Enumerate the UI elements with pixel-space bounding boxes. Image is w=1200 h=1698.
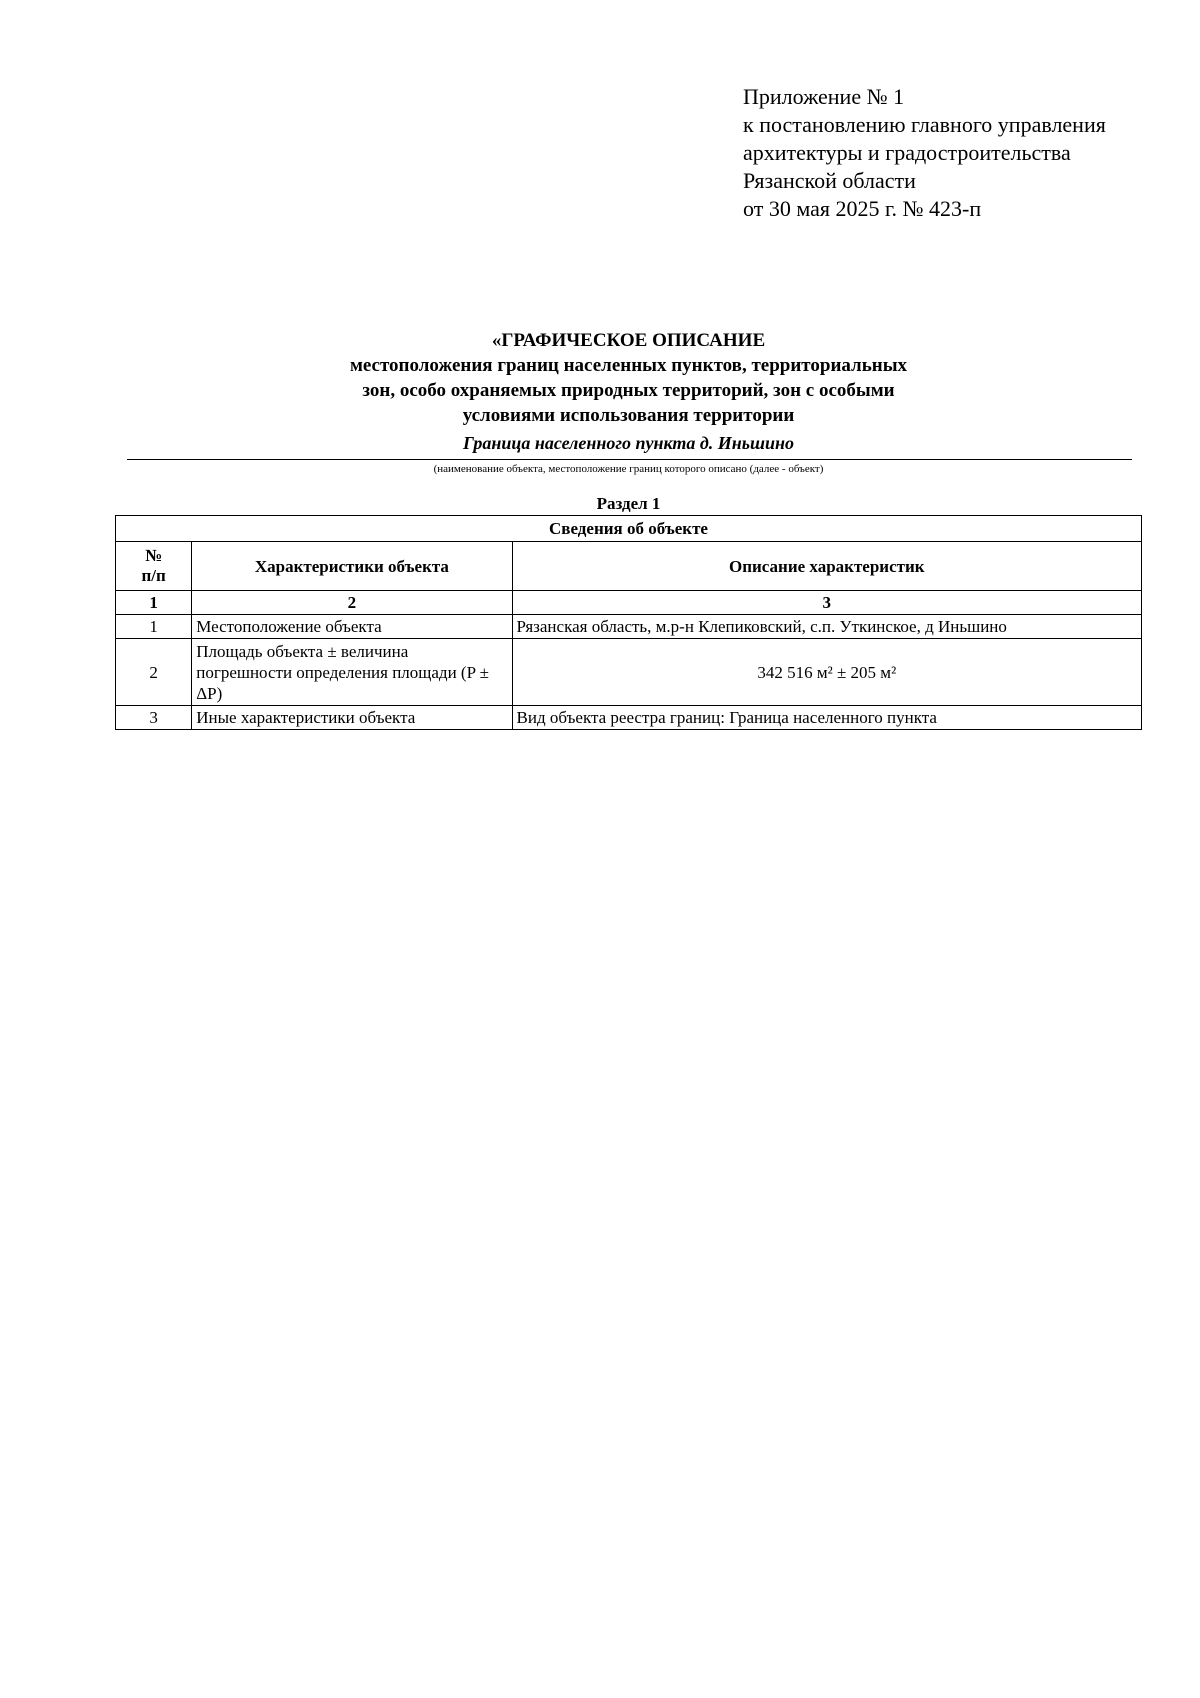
table-caption-row xyxy=(116,516,1142,542)
appendix-line: к постановлению главного управления xyxy=(743,112,1106,137)
appendix-line: Приложение № 1 xyxy=(743,84,905,109)
row-number: 1 xyxy=(116,615,192,639)
index-cell: 1 xyxy=(116,591,192,615)
object-name: Граница населенного пункта д. Иньшино xyxy=(462,433,795,453)
index-cell: 3 xyxy=(512,591,1141,615)
row-characteristic: Площадь объекта ± величина погрешности определения площади (P ± ΔP) xyxy=(192,639,512,706)
appendix-header xyxy=(743,83,1183,223)
row-description: Рязанская область, м.р-н Клепиковский, с.п. Уткинское, д Иньшино xyxy=(512,615,1141,639)
row-description: Вид объекта реестра границ: Граница населенного пункта xyxy=(512,706,1141,730)
title-line: местоположения границ населенных пунктов, территориальных xyxy=(349,355,908,376)
appendix-line: Рязанской области xyxy=(743,168,916,193)
index-cell: 2 xyxy=(192,591,512,615)
header-number-abbr: п/п xyxy=(141,566,166,585)
object-info-table xyxy=(115,515,1142,730)
header-number-sign: № xyxy=(145,546,163,565)
row-characteristic: Местоположение объекта xyxy=(192,615,512,639)
title-line: условиями использования территории xyxy=(462,405,795,426)
row-number: 3 xyxy=(116,706,192,730)
title-line: зон, особо охраняемых природных территорий, зон с особыми xyxy=(362,380,895,401)
table-index-row xyxy=(116,591,1142,615)
table-caption: Сведения об объекте xyxy=(116,516,1142,542)
object-name-caption: (наименование объекта, местоположение границ которого описано (далее - объект) xyxy=(433,463,824,475)
document-title xyxy=(125,328,1132,428)
table-row xyxy=(116,615,1142,639)
section-title: Раздел 1 xyxy=(596,494,661,513)
object-name-underline xyxy=(127,459,1132,460)
row-characteristic: Иные характеристики объекта xyxy=(192,706,512,730)
appendix-line: архитектуры и градостроительства xyxy=(743,140,1071,165)
header-description: Описание характеристик xyxy=(512,542,1141,591)
row-number: 2 xyxy=(116,639,192,706)
table-header-row xyxy=(116,542,1142,591)
table-row xyxy=(116,639,1142,706)
title-line: «ГРАФИЧЕСКОЕ ОПИСАНИЕ xyxy=(491,330,766,351)
row-description: 342 516 м² ± 205 м² xyxy=(512,639,1141,706)
table-row xyxy=(116,706,1142,730)
header-number xyxy=(116,542,192,591)
appendix-line: от 30 мая 2025 г. № 423-п xyxy=(743,196,982,221)
header-characteristics: Характеристики объекта xyxy=(192,542,512,591)
